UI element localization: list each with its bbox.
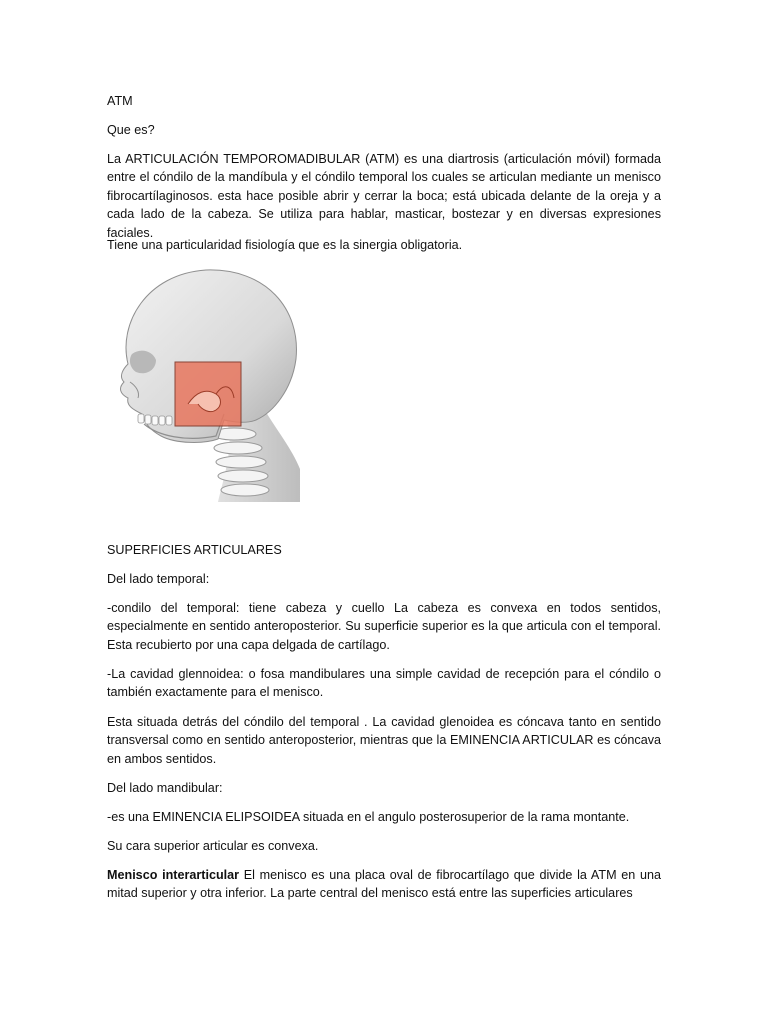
temporal-heading: Del lado temporal: [107,572,210,586]
eminencia-paragraph: -es una EMINENCIA ELIPSOIDEA situada en el angulo posterosuperior de la rama montante. [107,810,630,824]
skull-tmj-figure [106,264,300,502]
menisco-label: Menisco interarticular [107,868,240,882]
cara-paragraph: Su cara superior articular es convexa. [107,839,319,853]
skull-with-tmj-highlight-icon [106,264,300,502]
cavidad-paragraph: -La cavidad glennoidea: o fosa mandibulares una simple cavidad de recepción para el cóndilo o también exactamente para el menisco. [107,667,661,700]
condilo-paragraph: -condilo del temporal: tiene cabeza y cuello La cabeza es convexa en todos sentidos, especialmente en sentido anteroposterior. Su superficie superior es la que articula con el temporal. Esta recubierto por una capa delgada de cartílago. [107,601,661,652]
situada-paragraph: Esta situada detrás del cóndilo del temporal . La cavidad glenoidea es cóncava tanto en sentido transversal como en sentido anteroposterior, mientras que la EMINENCIA ARTICULAR es cóncava en ambos sentidos. [107,715,661,766]
intro-paragraph: La ARTICULACIÓN TEMPOROMADIBULAR (ATM) es una diartrosis (articulación móvil) formada entre el cóndilo de la mandíbula y el cóndilo temporal los cuales se articulan mediante un menisco fibrocartílaginosos. esta hace posible abrir y cerrar la boca; está ubicada delante de la oreja y a cada lado de la cabeza. Se utiliza para hablar, masticar, bostezar y en diversas expresiones faciales. [107,152,661,240]
menisco-paragraph [107,866,661,903]
doc-title: ATM [107,94,133,108]
mandibular-heading: Del lado mandibular: [107,781,223,795]
particularity-paragraph: Tiene una particularidad fisiología que es la sinergia obligatoria. [107,238,463,252]
question-heading: Que es? [107,123,155,137]
menisco-text: El menisco es una placa oval de fibrocartílago que divide la ATM en una mitad superior y otra inferior. La parte central del menisco está entre las superficies articulares [107,868,661,901]
section-title: SUPERFICIES ARTICULARES [107,543,282,557]
